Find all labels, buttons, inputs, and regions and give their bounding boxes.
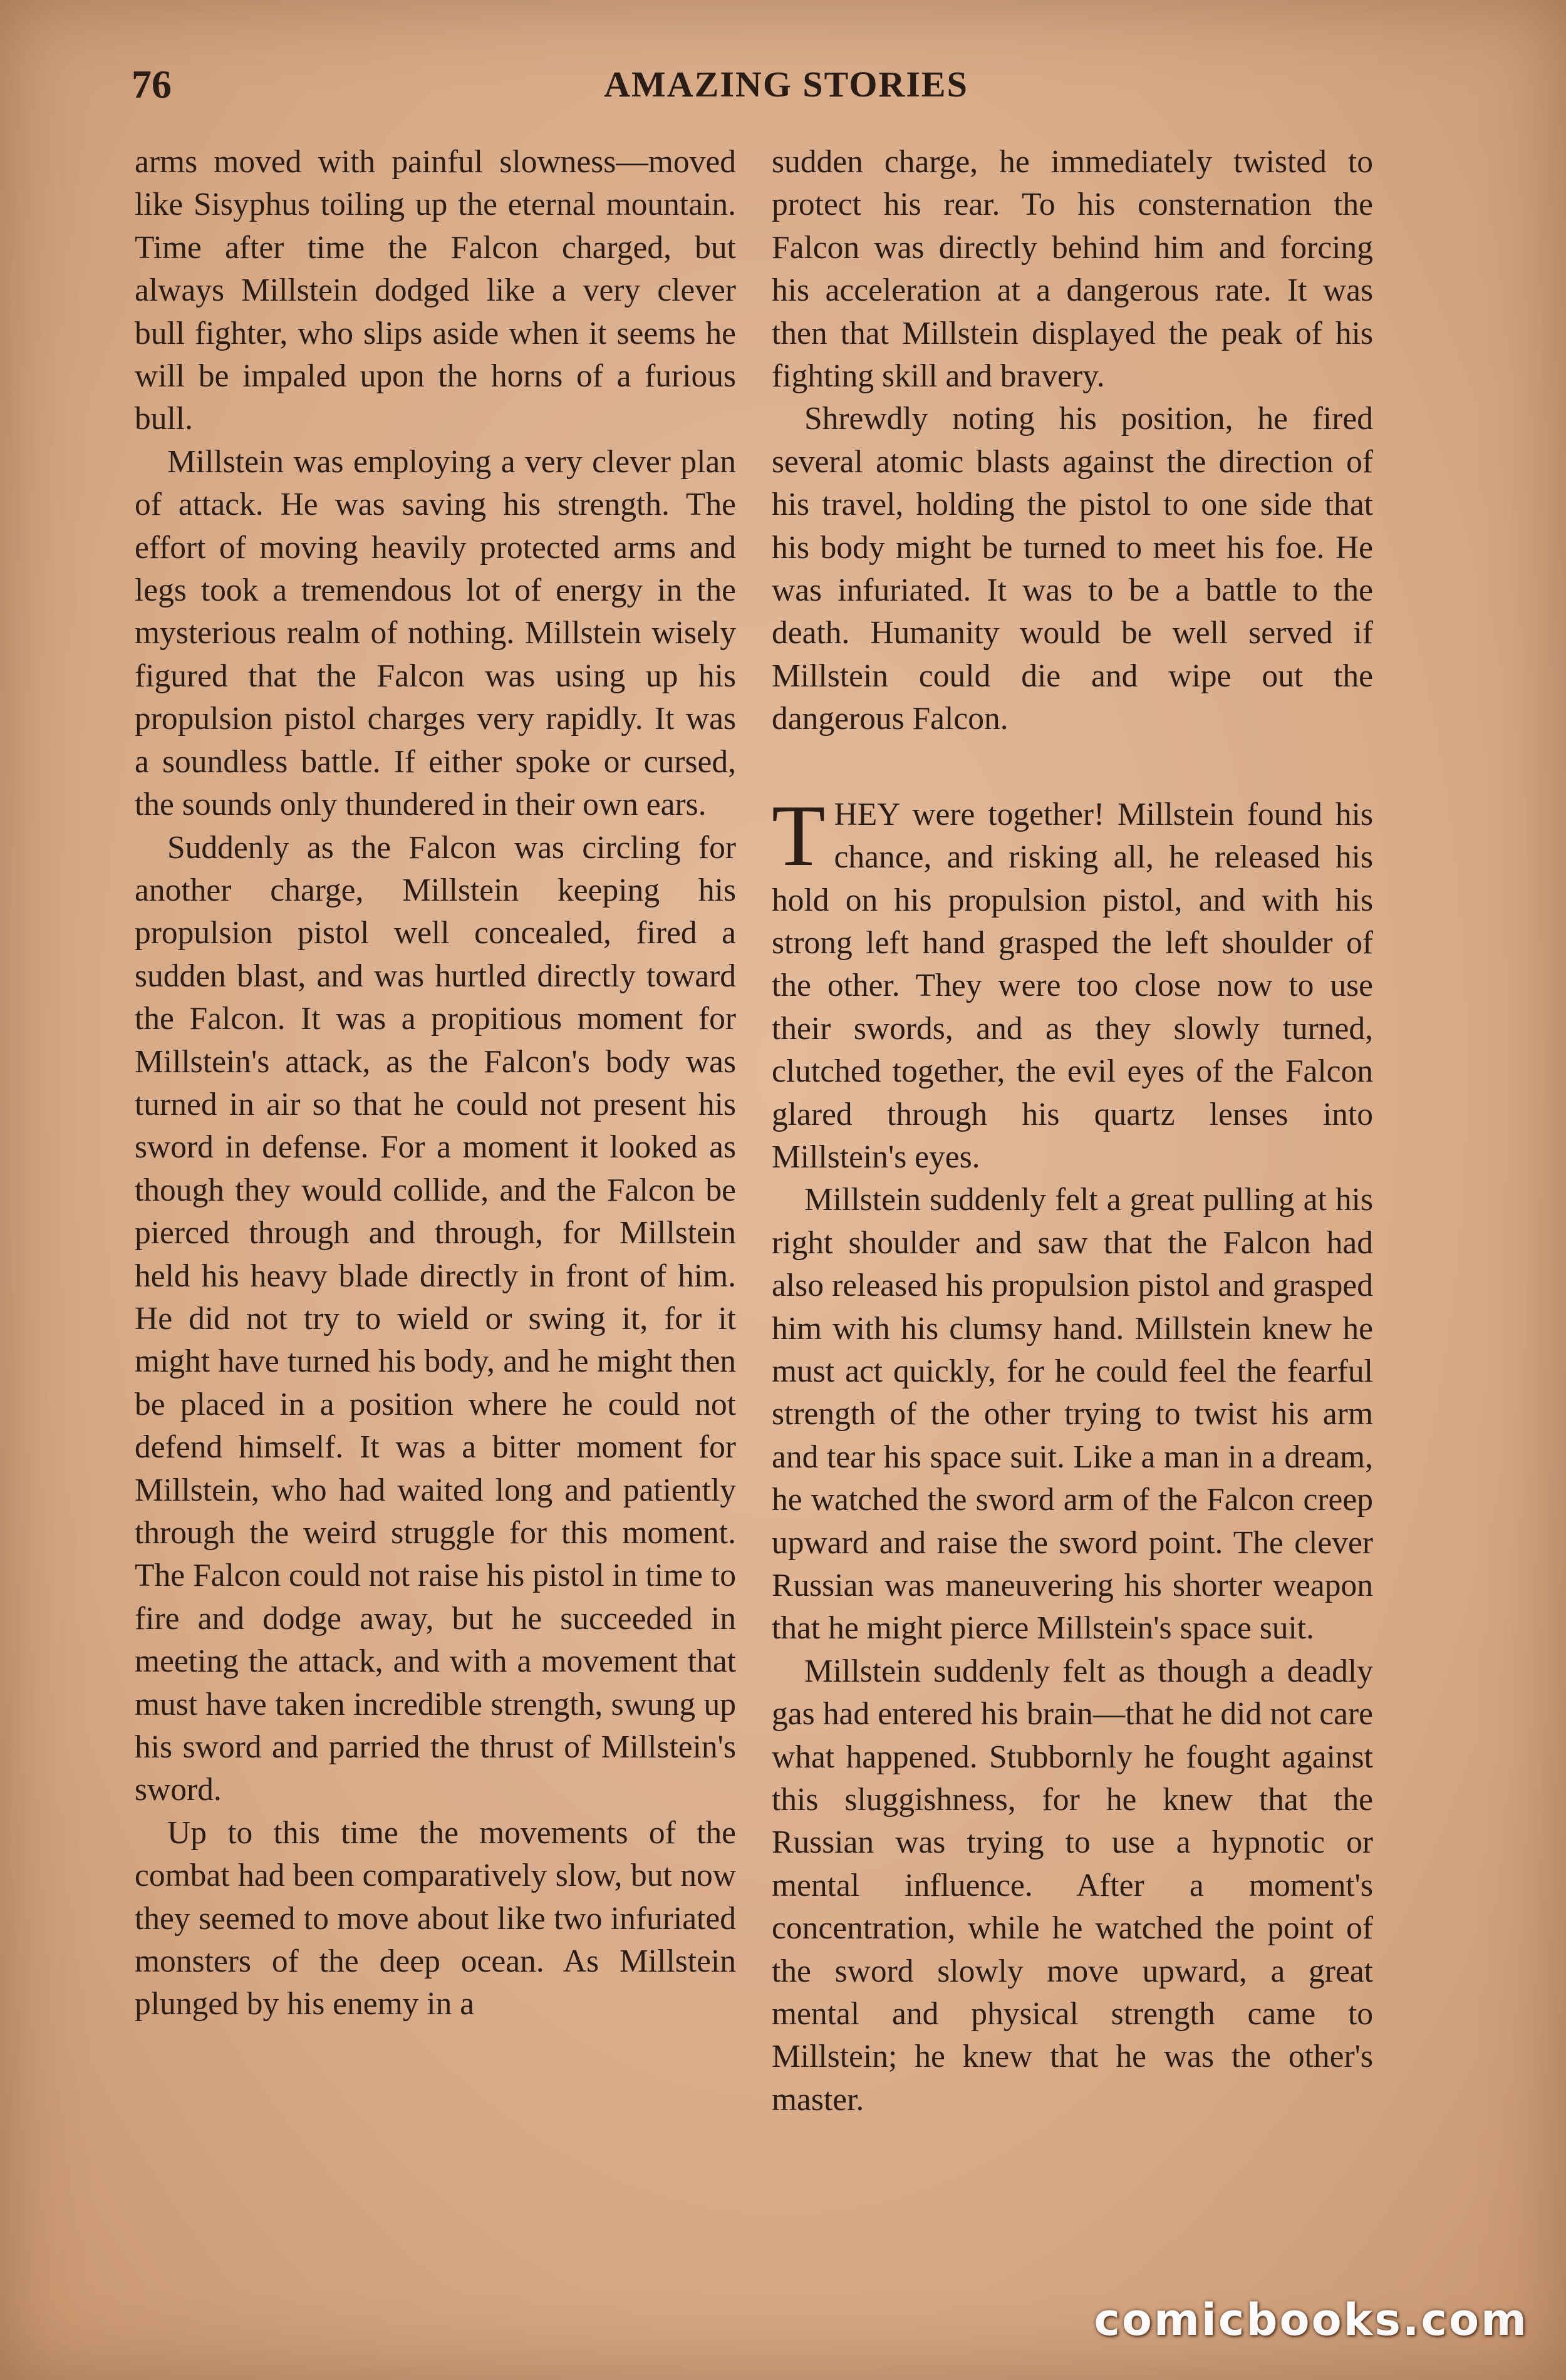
paragraph: Millstein suddenly felt as though a deadly gas had entered his brain—that he did not care what happened. Stubbornly he fought against this sluggishness, for he knew that the Russian was trying to use a hypnotic or mental influence. After a moment's concentration, while he watched the point of the sword slowly move upward, a great mental and physical strength came to Millstein; he knew that he was the other's master. xyxy=(772,1653,1373,2118)
paragraph: Millstein was employing a very clever plan of attack. He was saving his strength. The effort of moving heavily protected arms and legs took a tremendous lot of energy in the mysterious realm of nothing. Millstein wisely figured that the Falcon was using up his propulsion pistol charges very rapidly. It was a soundless battle. If either spoke or cursed, the sounds only thundered in their own ears. xyxy=(135,443,736,823)
page-number: 76 xyxy=(132,62,172,106)
paragraph: Suddenly as the Falcon was circling for another charge, Millstein keeping his propulsion pistol well concealed, fired a sudden blast, and was hurtled directly toward the Falcon. It was a propitious moment for Millstein's attack, as the Falcon's body was turned in air so that he could not present his sword in defense. For a moment it looked as though they would collide, and the Falcon be pierced through and through, for Millstein held his heavy blade directly in front of him. He did not try to wield or swing it, for it might have turned his body, and he might then be placed in a position where he could not defend himself. It was a bitter moment for Millstein, who had waited long and patiently through the weird struggle for this moment. The Falcon could not raise his pistol in time to fire and dodge away, but he succeeded in meeting the attack, and with a movement that must have taken incredible strength, swung up his sword and parried the thrust of Millstein's sword. xyxy=(135,829,736,1808)
source-watermark: comicbooks.com xyxy=(1094,2294,1528,2346)
section-first-text: HEY were together! Millstein found his chance, and risking all, he released his hold on his propulsion pistol, and with his strong left hand grasped the left shoulder of the other. They were too close now to use their swords, and as they slowly turned, clutched together, the evil eyes of the Falcon glared through his quartz lenses into Millstein's eyes. xyxy=(772,796,1373,1175)
running-title: AMAZING STORIES xyxy=(604,64,968,105)
paragraph: Millstein suddenly felt a great pulling at his right shoulder and saw that the Falcon had also released his propulsion pistol and grasped him with his clumsy hand. Millstein knew he must act quickly, for he could feel the fearful strength of the other trying to twist his arm and tear his space suit. Like a man in a dream, he watched the sword arm of the Falcon creep upward and raise the sword point. The clever Russian was maneuvering his shorter weapon that he might pierce Millstein's space suit. xyxy=(772,1182,1373,1647)
left-column xyxy=(135,141,736,2026)
paragraph: Up to this time the movements of the combat had been comparatively slow, but now they seemed to move about like two infuriated monsters of the deep ocean. As Millstein plunged by his enemy in a xyxy=(135,1814,736,2022)
drop-cap: T xyxy=(772,787,826,884)
paragraph: arms moved with painful slowness—moved like Sisyphus toiling up the eternal mountain. Time after time the Falcon charged, but always Millstein dodged like a very clever bull fighter, who slips aside when it seems he will be impaled upon the horns of a furious bull. xyxy=(135,144,736,437)
paragraph: Shrewdly noting his position, he fired several atomic blasts against the direction of his travel, holding the pistol to one side that his body might be turned to meet his foe. He was infuriated. It was to be a battle to the death. Humanity would be well served if Millstein could die and wipe out the dangerous Falcon. xyxy=(772,401,1373,737)
section-opening-paragraph xyxy=(772,787,1373,1179)
page-header xyxy=(132,59,1441,110)
paragraph: sudden charge, he immediately twisted to protect his rear. To his consternation the Falcon was directly behind him and forcing his acceleration at a dangerous rate. It was then that Millstein displayed the peak of his fighting skill and bravery. xyxy=(772,144,1373,395)
right-column xyxy=(772,141,1373,2121)
